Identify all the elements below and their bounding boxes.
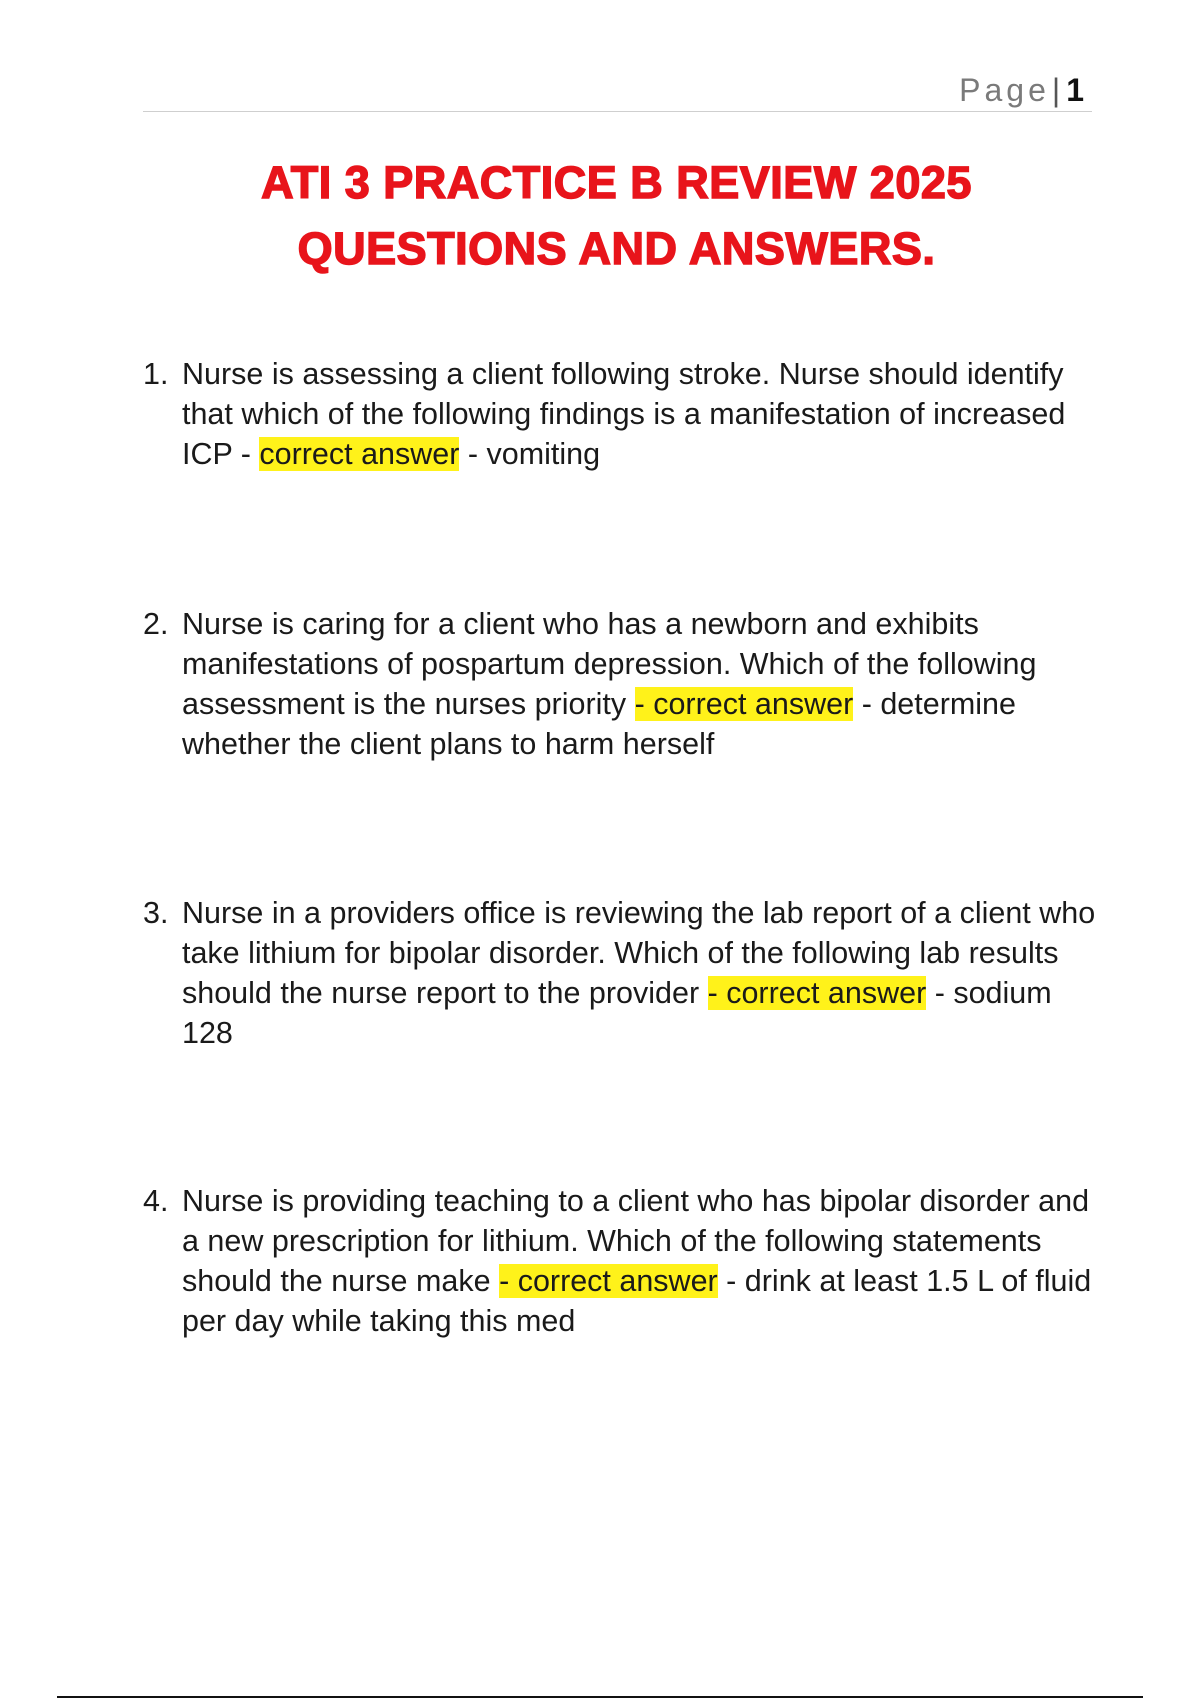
answer-text: - sodium 128 (182, 976, 1052, 1050)
document-title (0, 150, 1200, 282)
question-text: Nurse is caring for a client who has a newborn and exhibits manifestations of pospartum depression. Which of the following assessment is the nurses priority (182, 607, 1037, 721)
correct-answer-highlight: correct answer (259, 437, 460, 471)
question-text: Nurse is providing teaching to a client who has bipolar disorder and a new prescription for lithium. Which of the following statements should the nurse make (182, 1184, 1090, 1298)
question-body (182, 354, 1103, 474)
question-number: 4. (143, 1184, 169, 1218)
question-item (143, 354, 1103, 474)
correct-answer-highlight: - correct answer (707, 976, 927, 1010)
question-number: 3. (143, 896, 169, 930)
title-line-1: ATI 3 PRACTICE B REVIEW 2025 (261, 157, 972, 208)
question-item (143, 893, 1103, 1053)
page-word: Page (959, 72, 1050, 108)
correct-answer-highlight: - correct answer (499, 1264, 718, 1298)
question-item (143, 604, 1103, 764)
answer-text: - drink at least 1.5 L of fluid per day while taking this med (182, 1264, 1092, 1338)
answer-text: - determine whether the client plans to harm herself (182, 687, 1016, 761)
footer-divider (57, 1696, 1143, 1698)
page-header (143, 64, 1092, 112)
correct-answer-highlight: - correct answer (634, 687, 854, 721)
question-body (182, 1181, 1103, 1341)
question-text: Nurse in a providers office is reviewing the lab report of a client who take lithium for bipolar disorder. Which of the following lab results should the nurse report to the provider (182, 896, 1096, 1010)
question-text: Nurse is assessing a client following stroke. Nurse should identify that which of the following findings is a manifestation of increased ICP - (182, 357, 1066, 471)
question-item (143, 1181, 1103, 1341)
page-number: 1 (1066, 72, 1084, 108)
page-label (959, 72, 1084, 108)
question-number: 2. (143, 607, 169, 641)
question-body (182, 604, 1103, 764)
question-number: 1. (143, 357, 169, 391)
page-separator: | (1051, 72, 1061, 108)
question-body (182, 893, 1103, 1053)
answer-text: - vomiting (459, 437, 601, 471)
title-line-2: QUESTIONS AND ANSWERS. (297, 223, 936, 274)
